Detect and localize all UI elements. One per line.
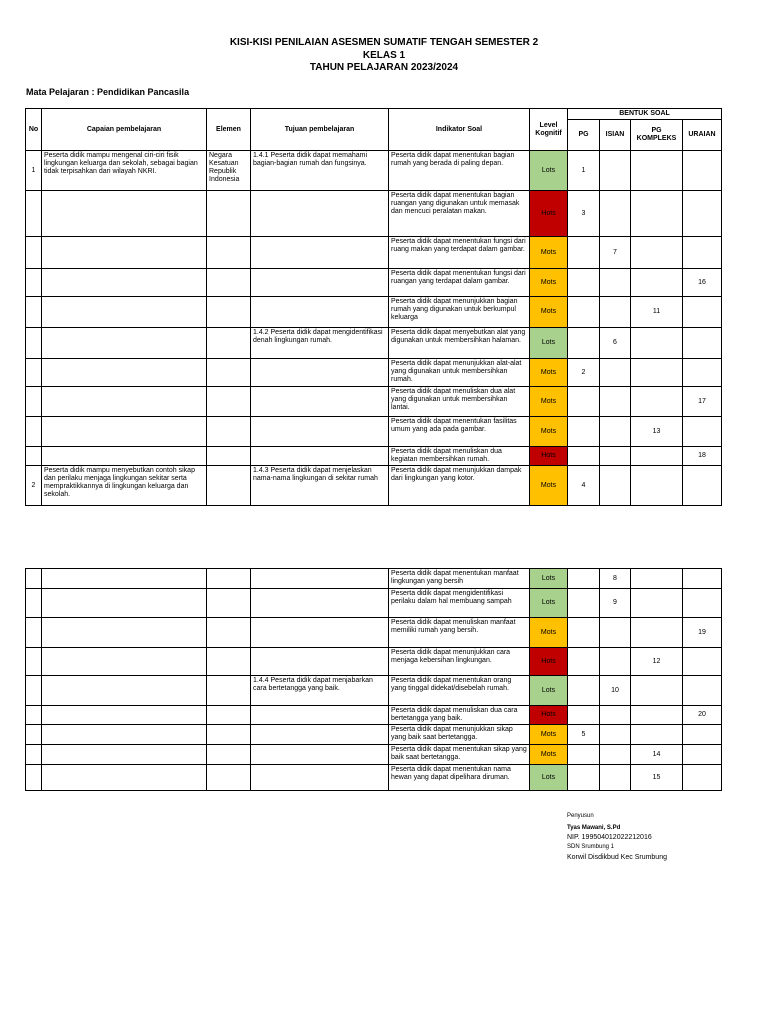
cell-isian xyxy=(600,191,631,237)
cell-capaian xyxy=(42,706,207,725)
cell-no xyxy=(26,706,42,725)
table-row xyxy=(26,269,722,297)
table-row xyxy=(26,725,722,745)
cell-tujuan xyxy=(251,569,389,589)
cell-tujuan xyxy=(251,725,389,745)
cell-pg-kompleks: 13 xyxy=(631,417,683,447)
cell-tujuan xyxy=(251,589,389,618)
cell-capaian xyxy=(42,417,207,447)
cell-level: Mots xyxy=(530,387,568,417)
cell-level: Lots xyxy=(530,589,568,618)
cell-tujuan xyxy=(251,447,389,466)
cell-uraian xyxy=(683,151,722,191)
cell-indikator: Peserta didik dapat menuliskan manfaat memiliki rumah yang bersih. xyxy=(389,618,530,648)
cell-pg xyxy=(568,589,600,618)
cell-level: Lots xyxy=(530,765,568,791)
cell-indikator: Peserta didik dapat menunjukkan sikap yang baik saat bertetangga. xyxy=(389,725,530,745)
header-capaian: Capaian pembelajaran xyxy=(42,109,207,151)
cell-level: Mots xyxy=(530,269,568,297)
cell-uraian xyxy=(683,466,722,506)
cell-pg-kompleks xyxy=(631,269,683,297)
cell-indikator: Peserta didik dapat menentukan fasilitas umum yang ada pada gambar. xyxy=(389,417,530,447)
cell-tujuan: 1.4.1 Peserta didik dapat memahami bagian-bagian rumah dan fungsinya. xyxy=(251,151,389,191)
cell-indikator: Peserta didik dapat menentukan nama hewan yang dapat dipelihara diruman. xyxy=(389,765,530,791)
cell-tujuan xyxy=(251,745,389,765)
cell-pg-kompleks xyxy=(631,618,683,648)
cell-pg xyxy=(568,676,600,706)
cell-uraian xyxy=(683,725,722,745)
cell-uraian: 20 xyxy=(683,706,722,725)
header-no: No xyxy=(26,109,42,151)
cell-pg-kompleks xyxy=(631,466,683,506)
cell-indikator: Peserta didik dapat menunjukkan cara menjaga kebersihan lingkungan. xyxy=(389,648,530,676)
cell-isian: 9 xyxy=(600,589,631,618)
cell-level: Hots xyxy=(530,648,568,676)
cell-isian xyxy=(600,447,631,466)
cell-isian xyxy=(600,618,631,648)
cell-elemen xyxy=(207,237,251,269)
cell-indikator: Peserta didik dapat menentukan bagian rumah yang berada di paling depan. xyxy=(389,151,530,191)
cell-isian: 7 xyxy=(600,237,631,269)
cell-pg-kompleks: 11 xyxy=(631,297,683,328)
cell-tujuan: 1.4.3 Peserta didik dapat menjelaskan nama-nama lingkungan di sekitar rumah xyxy=(251,466,389,506)
header-pg-kompleks: PG KOMPLEKS xyxy=(631,120,683,151)
cell-tujuan xyxy=(251,648,389,676)
cell-isian xyxy=(600,417,631,447)
cell-no xyxy=(26,269,42,297)
cell-isian: 8 xyxy=(600,569,631,589)
cell-indikator: Peserta didik dapat menentukan fungsi dari ruangan yang terdapat dalam gambar. xyxy=(389,269,530,297)
cell-capaian xyxy=(42,589,207,618)
cell-elemen xyxy=(207,269,251,297)
cell-indikator: Peserta didik dapat menuliskan dua kegiatan membersihkan rumah. xyxy=(389,447,530,466)
cell-pg: 4 xyxy=(568,466,600,506)
cell-pg xyxy=(568,648,600,676)
cell-no: 2 xyxy=(26,466,42,506)
grid-table-1 xyxy=(25,108,722,506)
table-row xyxy=(26,447,722,466)
cell-pg-kompleks xyxy=(631,706,683,725)
footer-name: Tyas Mawani, S.Pd xyxy=(567,825,621,831)
cell-indikator: Peserta didik dapat menentukan manfaat lingkungan yang bersih xyxy=(389,569,530,589)
table-row xyxy=(26,648,722,676)
cell-isian xyxy=(600,745,631,765)
cell-capaian xyxy=(42,387,207,417)
cell-level: Mots xyxy=(530,237,568,269)
doc-title-line1: KISI-KISI PENILAIAN ASESMEN SUMATIF TENGAH SEMESTER 2 xyxy=(229,37,539,48)
footer-role: Penyusun xyxy=(567,813,594,819)
table-row xyxy=(26,569,722,589)
cell-no: 1 xyxy=(26,151,42,191)
cell-pg xyxy=(568,297,600,328)
cell-pg: 5 xyxy=(568,725,600,745)
cell-capaian xyxy=(42,648,207,676)
doc-title-line2: KELAS 1 xyxy=(362,50,406,61)
cell-indikator: Peserta didik dapat menuliskan dua cara bertetangga yang baik. xyxy=(389,706,530,725)
table-row xyxy=(26,589,722,618)
cell-isian xyxy=(600,269,631,297)
cell-elemen xyxy=(207,618,251,648)
cell-isian: 10 xyxy=(600,676,631,706)
cell-elemen xyxy=(207,447,251,466)
cell-pg xyxy=(568,328,600,359)
cell-indikator: Peserta didik dapat menunjukkan dampak dari lingkungan yang kotor. xyxy=(389,466,530,506)
table-row xyxy=(26,417,722,447)
cell-no xyxy=(26,589,42,618)
cell-pg-kompleks xyxy=(631,676,683,706)
cell-capaian xyxy=(42,618,207,648)
cell-level: Mots xyxy=(530,745,568,765)
cell-pg-kompleks xyxy=(631,447,683,466)
cell-tujuan xyxy=(251,706,389,725)
table-row xyxy=(26,151,722,191)
cell-indikator: Peserta didik dapat menunjukkan alat-alat yang digunakan untuk membersihkan rumah. xyxy=(389,359,530,387)
cell-pg-kompleks xyxy=(631,387,683,417)
cell-indikator: Peserta didik dapat mengidentifikasi perilaku dalam hal membuang sampah xyxy=(389,589,530,618)
cell-tujuan xyxy=(251,387,389,417)
cell-elemen xyxy=(207,745,251,765)
cell-pg: 3 xyxy=(568,191,600,237)
cell-pg-kompleks: 14 xyxy=(631,745,683,765)
cell-elemen xyxy=(207,297,251,328)
cell-capaian xyxy=(42,328,207,359)
cell-pg: 2 xyxy=(568,359,600,387)
cell-pg xyxy=(568,417,600,447)
cell-elemen xyxy=(207,648,251,676)
cell-indikator: Peserta didik dapat menentukan orang yang tinggal didekat/disebelah rumah. xyxy=(389,676,530,706)
cell-no xyxy=(26,745,42,765)
cell-elemen xyxy=(207,676,251,706)
cell-elemen xyxy=(207,466,251,506)
table-row xyxy=(26,618,722,648)
cell-tujuan xyxy=(251,269,389,297)
cell-isian xyxy=(600,706,631,725)
cell-level: Lots xyxy=(530,676,568,706)
cell-level: Mots xyxy=(530,417,568,447)
cell-uraian xyxy=(683,237,722,269)
cell-uraian xyxy=(683,328,722,359)
doc-title-line3: TAHUN PELAJARAN 2023/2024 xyxy=(309,62,459,73)
cell-isian xyxy=(600,466,631,506)
cell-pg-kompleks xyxy=(631,151,683,191)
cell-indikator: Peserta didik dapat menentukan sikap yang baik saat bertetangga. xyxy=(389,745,530,765)
cell-elemen xyxy=(207,417,251,447)
header-bentuk-soal: BENTUK SOAL xyxy=(568,109,722,120)
cell-elemen xyxy=(207,725,251,745)
footer-nip: NIP. 199504012022212016 xyxy=(567,834,652,841)
cell-pg xyxy=(568,569,600,589)
header-level: Level Kognitif xyxy=(530,109,568,151)
cell-pg-kompleks xyxy=(631,725,683,745)
cell-no xyxy=(26,387,42,417)
cell-tujuan: 1.4.2 Peserta didik dapat mengidentifikasi denah lingkungan rumah. xyxy=(251,328,389,359)
cell-pg: 1 xyxy=(568,151,600,191)
table-row xyxy=(26,706,722,725)
cell-tujuan xyxy=(251,359,389,387)
cell-elemen xyxy=(207,569,251,589)
cell-isian xyxy=(600,648,631,676)
cell-elemen xyxy=(207,328,251,359)
cell-no xyxy=(26,725,42,745)
cell-uraian xyxy=(683,297,722,328)
cell-capaian xyxy=(42,359,207,387)
cell-capaian xyxy=(42,191,207,237)
cell-pg-kompleks xyxy=(631,328,683,359)
cell-elemen: Negara Kesatuan Republik Indonesia xyxy=(207,151,251,191)
cell-uraian xyxy=(683,417,722,447)
cell-uraian: 18 xyxy=(683,447,722,466)
cell-no xyxy=(26,447,42,466)
cell-tujuan xyxy=(251,191,389,237)
cell-isian xyxy=(600,359,631,387)
cell-indikator: Peserta didik dapat menuliskan dua alat yang digunakan untuk membersihkan lantai. xyxy=(389,387,530,417)
cell-capaian xyxy=(42,676,207,706)
cell-indikator: Peserta didik dapat menunjukkan bagian rumah yang digunakan untuk berkumpul keluarga xyxy=(389,297,530,328)
cell-uraian: 17 xyxy=(683,387,722,417)
subject-label: Mata Pelajaran : Pendidikan Pancasila xyxy=(26,87,190,97)
cell-elemen xyxy=(207,359,251,387)
cell-pg xyxy=(568,618,600,648)
header-indikator: Indikator Soal xyxy=(389,109,530,151)
table-row xyxy=(26,387,722,417)
table-row xyxy=(26,237,722,269)
cell-pg-kompleks xyxy=(631,191,683,237)
cell-uraian xyxy=(683,765,722,791)
cell-level: Lots xyxy=(530,569,568,589)
cell-capaian xyxy=(42,237,207,269)
cell-tujuan xyxy=(251,618,389,648)
cell-tujuan xyxy=(251,297,389,328)
cell-capaian xyxy=(42,745,207,765)
cell-elemen xyxy=(207,191,251,237)
cell-uraian xyxy=(683,191,722,237)
cell-capaian xyxy=(42,297,207,328)
cell-isian: 6 xyxy=(600,328,631,359)
cell-level: Lots xyxy=(530,328,568,359)
cell-isian xyxy=(600,387,631,417)
cell-pg-kompleks xyxy=(631,359,683,387)
cell-tujuan xyxy=(251,417,389,447)
cell-elemen xyxy=(207,387,251,417)
cell-no xyxy=(26,297,42,328)
cell-pg xyxy=(568,706,600,725)
cell-isian xyxy=(600,151,631,191)
table-row xyxy=(26,676,722,706)
cell-level: Mots xyxy=(530,359,568,387)
cell-pg-kompleks xyxy=(631,237,683,269)
cell-elemen xyxy=(207,765,251,791)
table-row xyxy=(26,765,722,791)
cell-no xyxy=(26,328,42,359)
cell-capaian xyxy=(42,725,207,745)
cell-no xyxy=(26,765,42,791)
cell-no xyxy=(26,359,42,387)
cell-capaian: Peserta didik mampu menyebutkan contoh sikap dan perilaku menjaga lingkungan sekitar serta mempraktikkannya di lingkungan keluarga dan sekolah. xyxy=(42,466,207,506)
header-elemen: Elemen xyxy=(207,109,251,151)
cell-capaian xyxy=(42,765,207,791)
cell-no xyxy=(26,237,42,269)
cell-pg-kompleks xyxy=(631,569,683,589)
cell-level: Hots xyxy=(530,447,568,466)
cell-isian xyxy=(600,725,631,745)
cell-capaian xyxy=(42,447,207,466)
cell-no xyxy=(26,417,42,447)
table-row xyxy=(26,297,722,328)
cell-elemen xyxy=(207,706,251,725)
header-isian: ISIAN xyxy=(600,120,631,151)
cell-level: Hots xyxy=(530,706,568,725)
cell-uraian xyxy=(683,359,722,387)
cell-no xyxy=(26,648,42,676)
cell-tujuan xyxy=(251,237,389,269)
header-tujuan: Tujuan pembelajaran xyxy=(251,109,389,151)
cell-pg xyxy=(568,447,600,466)
cell-indikator: Peserta didik dapat menentukan bagian ruangan yang digunakan untuk memasak dan mencuci peralatan makan. xyxy=(389,191,530,237)
cell-level: Mots xyxy=(530,297,568,328)
cell-level: Mots xyxy=(530,618,568,648)
cell-level: Mots xyxy=(530,725,568,745)
cell-uraian: 16 xyxy=(683,269,722,297)
cell-no xyxy=(26,676,42,706)
cell-uraian xyxy=(683,569,722,589)
cell-pg-kompleks: 12 xyxy=(631,648,683,676)
cell-pg xyxy=(568,237,600,269)
cell-level: Mots xyxy=(530,466,568,506)
cell-level: Lots xyxy=(530,151,568,191)
cell-level: Hots xyxy=(530,191,568,237)
table-row xyxy=(26,191,722,237)
cell-indikator: Peserta didik dapat menyebutkan alat yang digunakan untuk membersihkan halaman. xyxy=(389,328,530,359)
cell-pg xyxy=(568,765,600,791)
cell-indikator: Peserta didik dapat menentukan fungsi dari ruang makan yang terdapat dalam gambar. xyxy=(389,237,530,269)
cell-capaian: Peserta didik mampu mengenal ciri-ciri fisik lingkungan keluarga dan sekolah, sebagai bagian tidak terpisahkan dari wilayah NKRI. xyxy=(42,151,207,191)
cell-no xyxy=(26,191,42,237)
cell-pg xyxy=(568,269,600,297)
cell-tujuan xyxy=(251,765,389,791)
cell-tujuan: 1.4.4 Peserta didik dapat menjabarkan cara bertetangga yang baik. xyxy=(251,676,389,706)
cell-elemen xyxy=(207,589,251,618)
cell-uraian: 19 xyxy=(683,618,722,648)
grid-table-2 xyxy=(25,568,722,791)
cell-pg xyxy=(568,745,600,765)
cell-pg-kompleks xyxy=(631,589,683,618)
footer-school: SDN Srumbung 1 xyxy=(567,844,615,850)
table-row xyxy=(26,466,722,506)
table-row xyxy=(26,328,722,359)
table-row xyxy=(26,745,722,765)
cell-isian xyxy=(600,765,631,791)
header-pg: PG xyxy=(568,120,600,151)
cell-pg-kompleks: 15 xyxy=(631,765,683,791)
cell-uraian xyxy=(683,648,722,676)
header-uraian: URAIAN xyxy=(683,120,722,151)
cell-no xyxy=(26,569,42,589)
cell-isian xyxy=(600,297,631,328)
table-row xyxy=(26,359,722,387)
footer-office: Korwil Disdikbud Kec Srumbung xyxy=(567,854,667,861)
cell-capaian xyxy=(42,269,207,297)
cell-capaian xyxy=(42,569,207,589)
cell-uraian xyxy=(683,745,722,765)
cell-no xyxy=(26,618,42,648)
cell-uraian xyxy=(683,676,722,706)
cell-uraian xyxy=(683,589,722,618)
cell-pg xyxy=(568,387,600,417)
